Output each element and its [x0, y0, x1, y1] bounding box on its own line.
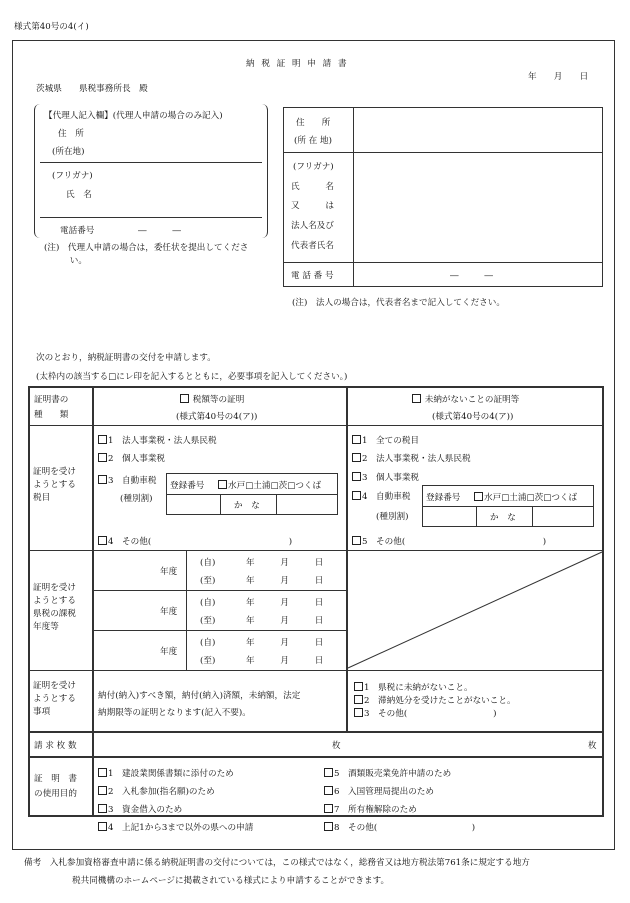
applicant-name-line-3: 法人名及び [291, 221, 334, 231]
left-item-3[interactable]: 3 自動車税 [98, 474, 156, 486]
agent-address-label: 住 所 [58, 129, 84, 139]
matters-right-1[interactable]: 1 県税に未納がないこと。 [354, 681, 473, 693]
year1-to-date: 年 月 日 [246, 576, 324, 586]
checkbox[interactable] [218, 480, 227, 489]
matters-left-text: 納付(納入)すべき額，納付(納入)済額，未納額，法定 納期限等の証明となります(記入不要)。 [98, 691, 301, 718]
checkbox[interactable] [324, 804, 333, 813]
form-title: 納 税 証 明 申 請 書 [246, 59, 349, 69]
agent-address-sub: (所在地) [52, 147, 85, 157]
checkbox[interactable] [98, 804, 107, 813]
right-item-2[interactable]: 2 法人事業税・法人県民税 [352, 452, 471, 464]
footer-note-1: 備考 入札参加資格審査申請に係る納税証明書の交付については，この様式ではなく，総務省又は地方税法第761条に規定する地方 [24, 858, 530, 868]
year1-from: (自) [200, 558, 216, 568]
agent-phone-dash: ― ― [138, 226, 181, 236]
label-tax-items: 証明を受け ようとする 税目 [33, 467, 76, 503]
matters-right-3[interactable]: 3 その他( ) [354, 707, 497, 719]
cert-type-tax-amount[interactable]: 税額等の証明 [180, 393, 244, 405]
year2-to-date: 年 月 日 [246, 616, 324, 626]
label-purpose: 証 明 書 の使用目的 [34, 774, 77, 799]
checkbox[interactable] [98, 786, 107, 795]
year1-to: (至) [200, 576, 216, 586]
checkbox[interactable] [98, 536, 107, 545]
purpose-5[interactable]: 5 酒類販売業免許申請のため [324, 767, 451, 779]
year2-to: (至) [200, 616, 216, 626]
left-vehicle-sub: (種別割) [120, 494, 153, 504]
footer-note-2: 税共同機構のホームページに掲載されている様式により申請することができます。 [72, 876, 390, 886]
right-vehicle-sub: (種別割) [376, 512, 409, 522]
left-reg-label: 登録番号 [170, 481, 205, 491]
year-label-1: 年度 [160, 567, 178, 577]
year3-to-date: 年 月 日 [246, 656, 324, 666]
year3-from: (自) [200, 638, 216, 648]
agent-divider [40, 162, 262, 163]
cert-type-right-sub: (様式第40号の4(ア)) [432, 412, 514, 422]
purpose-1[interactable]: 1 建設業関係書類に添付のため [98, 767, 234, 779]
checkbox[interactable] [474, 492, 483, 501]
right-kana: か な [490, 513, 516, 523]
right-item-3[interactable]: 3 個人事業税 [352, 471, 419, 483]
checkbox[interactable] [98, 822, 107, 831]
year3-to: (至) [200, 656, 216, 666]
agent-divider-2 [40, 217, 262, 218]
purpose-7[interactable]: 7 所有権解除のため [324, 803, 417, 815]
applicant-note: (注) 法人の場合は，代表者名まで記入してください。 [292, 298, 505, 308]
copies-left-unit: 枚 [332, 741, 341, 751]
checkbox[interactable] [98, 453, 107, 462]
left-item-2[interactable]: 2 個人事業税 [98, 452, 165, 464]
agent-header: 【代理人記入欄】(代理人申請の場合のみ記入) [44, 111, 223, 121]
copies-right-unit: 枚 [588, 741, 597, 751]
right-reg-label: 登録番号 [426, 493, 461, 503]
cert-type-left-sub: (様式第40号の4(ア)) [176, 412, 258, 422]
not-applicable-diagonal [346, 550, 604, 670]
checkbox[interactable] [324, 786, 333, 795]
checkbox[interactable] [352, 472, 361, 481]
applicant-name-line-1: 氏 名 [291, 182, 334, 192]
purpose-8[interactable]: 8 その他( ) [324, 821, 475, 833]
checkbox[interactable] [352, 453, 361, 462]
checkbox[interactable] [354, 695, 363, 704]
checkbox[interactable] [352, 491, 361, 500]
checkbox[interactable] [324, 822, 333, 831]
cert-type-no-arrears[interactable]: 未納がないことの証明等 [412, 393, 519, 405]
label-copies: 請 求 枚 数 [34, 741, 77, 751]
agent-note: (注) 代理人申請の場合は，委任状を提出してくださ い。 [44, 243, 249, 266]
left-item-4[interactable]: 4 その他( ) [98, 535, 292, 547]
form-number: 様式第40号の4(イ) [14, 22, 89, 32]
checkbox[interactable] [352, 536, 361, 545]
checkbox[interactable] [98, 435, 107, 444]
intro-instruction: (太枠内の該当する□にレ印を記入するとともに，必要事項を記入してください。) [36, 372, 348, 382]
checkbox[interactable] [412, 394, 421, 403]
year-label-3: 年度 [160, 647, 178, 657]
agent-furigana: (フリガナ) [52, 171, 93, 181]
checkbox[interactable] [98, 768, 107, 777]
applicant-name-line-4: 代表者氏名 [291, 241, 334, 251]
applicant-phone-label: 電 話 番 号 [291, 271, 334, 281]
year1-from-date: 年 月 日 [246, 558, 324, 568]
applicant-phone-dash: ― ― [450, 271, 493, 281]
checkbox[interactable] [180, 394, 189, 403]
purpose-4[interactable]: 4 上記1から3まで以外の県への申請 [98, 821, 253, 833]
date-line: 年 月 日 [528, 72, 589, 82]
checkbox[interactable] [354, 682, 363, 691]
year3-from-date: 年 月 日 [246, 638, 324, 648]
right-item-1[interactable]: 1 全ての税目 [352, 434, 419, 446]
purpose-2[interactable]: 2 入札参加(指名願)のため [98, 785, 215, 797]
label-matters: 証明を受け ようとする 事項 [33, 681, 76, 717]
label-cert-type: 証明書の 種 類 [34, 395, 69, 420]
checkbox[interactable] [352, 435, 361, 444]
left-reg-options[interactable]: 水戸□土浦□茨□つくば [218, 479, 321, 491]
applicant-furigana: (フリガナ) [293, 162, 334, 172]
intro-text: 次のとおり，納税証明書の交付を申請します。 [36, 353, 216, 363]
applicant-address-label: 住 所 [296, 118, 331, 128]
agent-phone-label: 電話番号 [60, 226, 95, 236]
left-kana: か な [234, 501, 260, 511]
applicant-address-sub: (所 在 地) [294, 136, 332, 146]
right-item-4[interactable]: 4 自動車税 [352, 490, 410, 502]
right-reg-options[interactable]: 水戸□土浦□茨□つくば [474, 491, 577, 503]
year-label-2: 年度 [160, 607, 178, 617]
purpose-6[interactable]: 6 入国管理局提出のため [324, 785, 434, 797]
right-item-5[interactable]: 5 その他( ) [352, 535, 546, 547]
label-tax-years: 証明を受け ようとする 県税の課税 年度等 [33, 583, 76, 632]
checkbox[interactable] [324, 768, 333, 777]
matters-right-2[interactable]: 2 滞納処分を受けたことがないこと。 [354, 694, 516, 706]
checkbox[interactable] [354, 708, 363, 717]
applicant-name-line-2: 又 は [291, 201, 334, 211]
checkbox[interactable] [98, 475, 107, 484]
agent-name-label: 氏 名 [66, 190, 92, 200]
year2-from-date: 年 月 日 [246, 598, 324, 608]
addressee: 茨城県 県税事務所長 殿 [36, 84, 148, 94]
year2-from: (自) [200, 598, 216, 608]
purpose-3[interactable]: 3 資金借入のため [98, 803, 182, 815]
left-item-1[interactable]: 1 法人事業税・法人県民税 [98, 434, 217, 446]
